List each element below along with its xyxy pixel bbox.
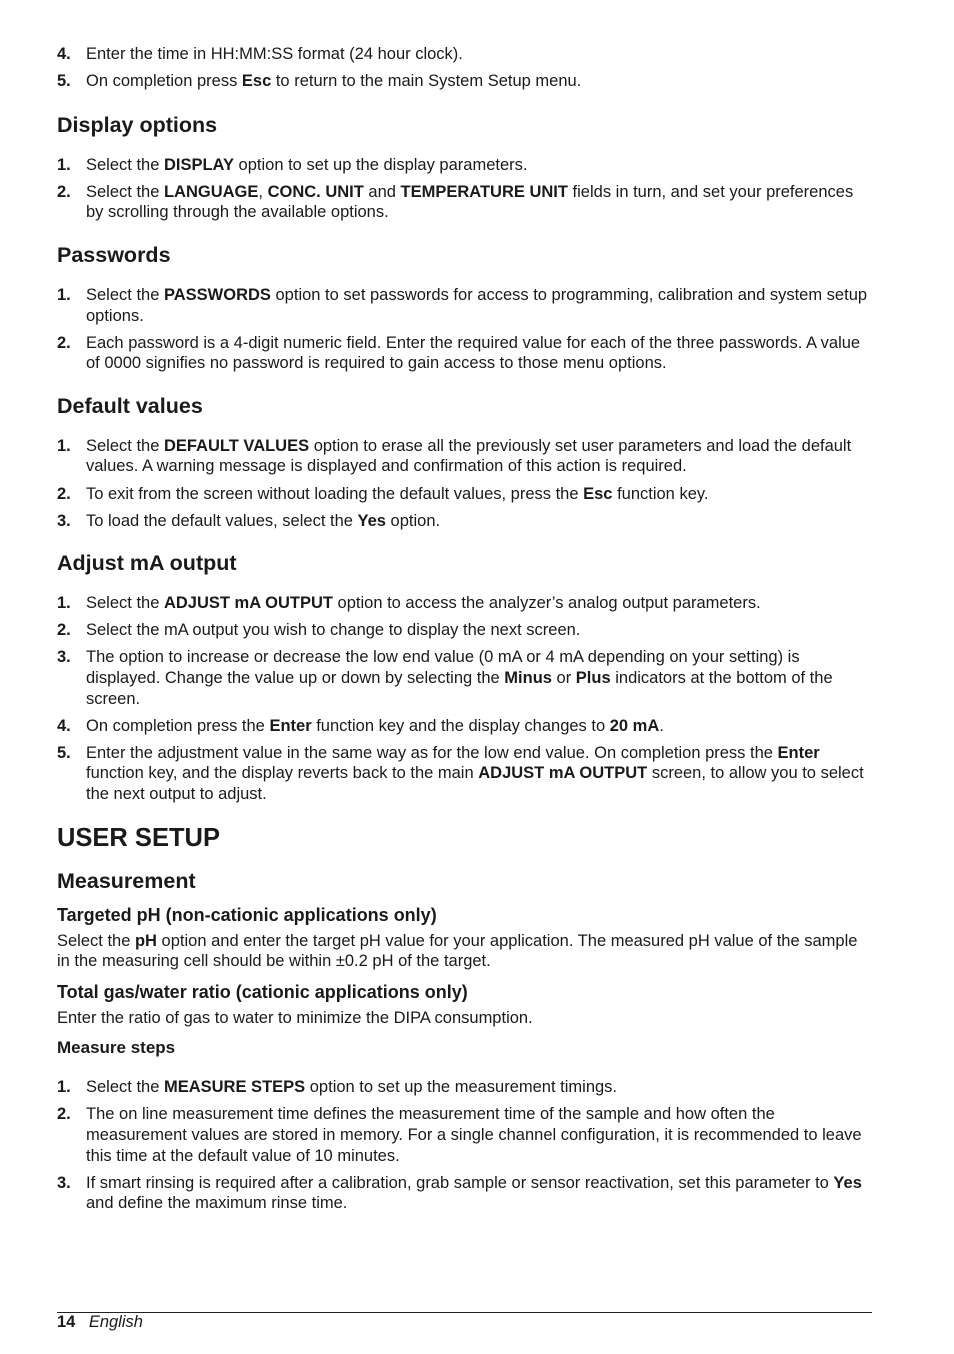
- step-number: 5.: [57, 72, 71, 91]
- text-run: Select the: [86, 182, 164, 201]
- text-run: Enter the adjustment value in the same way as for the low end value. On completion press the: [86, 743, 778, 762]
- gas-water-ratio-text: Enter the ratio of gas to water to minimize the DIPA consumption.: [57, 1008, 533, 1027]
- bold-term: MEASURE STEPS: [163, 1078, 306, 1097]
- page-number: 14: [57, 1313, 76, 1331]
- step-number: 4.: [57, 716, 71, 735]
- text-run: If smart rinsing is required after a calibration, grab sample or sensor reactivation, set this parameter to: [86, 1173, 834, 1192]
- step-number: 4.: [57, 45, 71, 63]
- default-values-steps: [57, 436, 872, 531]
- step-number: 5.: [57, 743, 71, 762]
- bold-term: DEFAULT VALUES: [163, 436, 310, 455]
- bold-term: CONC. UNIT: [267, 182, 364, 201]
- step-number: 2.: [57, 1105, 71, 1124]
- text-run: To load the default values, select the: [86, 511, 358, 530]
- text-run: option.: [385, 511, 441, 530]
- bold-term: Enter: [777, 743, 820, 762]
- list-item: [57, 647, 872, 709]
- text-run: option to set passwords for access to programming, calibration and system setup options.: [86, 285, 868, 325]
- text-run: To exit from the screen without loading the default values, press the: [86, 484, 584, 503]
- text-run: screen, to allow you to select the next output to adjust.: [86, 764, 864, 803]
- text-run: option to erase all the previously set user parameters and load the default values. A warning message is displayed and confirmation of this action is required.: [86, 436, 852, 476]
- list-item: [57, 620, 872, 641]
- default-values-heading: Default values: [57, 393, 203, 418]
- list-item: [57, 436, 872, 477]
- measure-steps-heading: Measure steps: [57, 1038, 176, 1058]
- bold-term: TEMPERATURE UNIT: [400, 182, 568, 201]
- text-run: Select the: [57, 931, 135, 950]
- footer-language: English: [88, 1313, 143, 1331]
- step-number: 2.: [57, 621, 71, 640]
- text-run: On completion press the: [86, 716, 270, 735]
- measurement-heading: Measurement: [57, 868, 196, 893]
- step-number: 3.: [57, 511, 71, 530]
- text-run: option and enter the target pH value for your application. The measured pH value of the sample in the measuring cell should be within ±0.2 pH of the target.: [57, 931, 858, 971]
- passwords-heading: Passwords: [57, 242, 171, 267]
- text-run: Select the: [86, 1078, 164, 1097]
- text-run: Each password is a 4-digit numeric field. Enter the required value for each of the three passwords. A value of 0000 signifies no password is required to gain access to those menu options.: [86, 333, 861, 373]
- page-footer: [57, 1312, 872, 1332]
- text-run: The option to increase or decrease the low end value (0 mA or 4 mA depending on your setting) is displayed. Change the value up or down by selecting the: [86, 648, 800, 687]
- step-number: 1.: [57, 285, 71, 304]
- list-item: [57, 593, 872, 614]
- text-run: function key.: [612, 484, 709, 503]
- list-item: [57, 1173, 872, 1214]
- step-number: 2.: [57, 484, 71, 503]
- targeted-ph-heading: Targeted pH (non-cationic applications only): [57, 904, 437, 925]
- text-run: function key and the display changes to: [311, 716, 610, 735]
- user-setup-title: USER SETUP: [57, 823, 220, 852]
- text-run: Enter the time in HH:MM:SS format (24 hour clock).: [86, 45, 463, 63]
- text-run: .: [659, 716, 664, 735]
- step-number: 3.: [57, 1173, 71, 1192]
- bold-term: ADJUST mA OUTPUT: [478, 764, 648, 783]
- display-options-steps: [57, 155, 872, 223]
- step-number: 1.: [57, 1078, 71, 1097]
- passwords-steps: [57, 285, 872, 374]
- intro-steps: [57, 44, 872, 92]
- step-number: 2.: [57, 333, 71, 352]
- text-run: option to set up the measurement timings.: [305, 1078, 618, 1097]
- text-run: option to set up the display parameters.: [233, 155, 528, 174]
- bold-term: Esc: [583, 484, 613, 503]
- list-item: [57, 155, 872, 176]
- text-run: to return to the main System Setup menu.: [271, 72, 582, 91]
- bold-term: PASSWORDS: [163, 285, 271, 304]
- step-number: 1.: [57, 155, 71, 174]
- list-item: [57, 1104, 872, 1166]
- bold-term: DISPLAY: [163, 155, 234, 174]
- step-number: 2.: [57, 182, 71, 201]
- bold-term: Yes: [833, 1173, 862, 1192]
- list-item: [57, 743, 872, 805]
- adjust-ma-output-steps: [57, 593, 872, 804]
- text-run: function key, and the display reverts back to the main: [86, 764, 479, 783]
- bold-term: Enter: [269, 716, 312, 735]
- text-run: Select the: [86, 594, 164, 613]
- measure-steps-list: [57, 1077, 872, 1214]
- text-run: and: [363, 182, 401, 201]
- targeted-ph-text: [57, 931, 872, 972]
- list-item: [57, 71, 872, 92]
- list-item: [57, 1077, 872, 1098]
- step-number: 1.: [57, 436, 71, 455]
- display-options-heading: Display options: [57, 112, 218, 137]
- step-number: 1.: [57, 594, 71, 613]
- bold-term: Plus: [575, 669, 611, 687]
- bold-term: pH: [134, 931, 157, 950]
- bold-term: Yes: [357, 511, 386, 530]
- step-number: 3.: [57, 648, 71, 667]
- bold-term: Esc: [241, 72, 272, 91]
- list-item: [57, 484, 872, 505]
- text-run: Select the: [86, 155, 164, 174]
- list-item: [57, 716, 872, 737]
- bold-term: ADJUST mA OUTPUT: [163, 594, 333, 613]
- text-run: Select the: [86, 436, 164, 455]
- bold-term: 20 mA: [609, 716, 660, 735]
- text-run: indicators at the bottom of the screen.: [86, 669, 833, 708]
- text-run: ,: [258, 182, 268, 201]
- page-content: [57, 44, 872, 1220]
- text-run: Select the mA output you wish to change to display the next screen.: [86, 621, 581, 640]
- list-item: [57, 285, 872, 326]
- adjust-ma-output-heading: Adjust mA output: [57, 551, 237, 576]
- text-run: On completion press: [86, 72, 242, 91]
- list-item: [57, 182, 872, 223]
- bold-term: LANGUAGE: [163, 182, 259, 201]
- text-run: fields in turn, and set your preferences by scrolling through the available options.: [86, 182, 854, 222]
- text-run: option to access the analyzer’s analog output parameters.: [332, 594, 761, 613]
- list-item: [57, 511, 872, 532]
- text-run: The on line measurement time defines the measurement time of the sample and how often the measurement values are stored in memory. For a single channel configuration, it is recommended to leave this time at the default value of 10 minutes.: [86, 1105, 862, 1165]
- text-run: and define the maximum rinse time.: [86, 1194, 348, 1213]
- bold-term: Minus: [504, 669, 552, 687]
- text-run: Select the: [86, 285, 164, 304]
- text-run: or: [551, 669, 576, 687]
- list-item: [57, 333, 872, 374]
- gas-water-ratio-heading: Total gas/water ratio (cationic applications only): [57, 981, 468, 1002]
- list-item: [57, 44, 872, 65]
